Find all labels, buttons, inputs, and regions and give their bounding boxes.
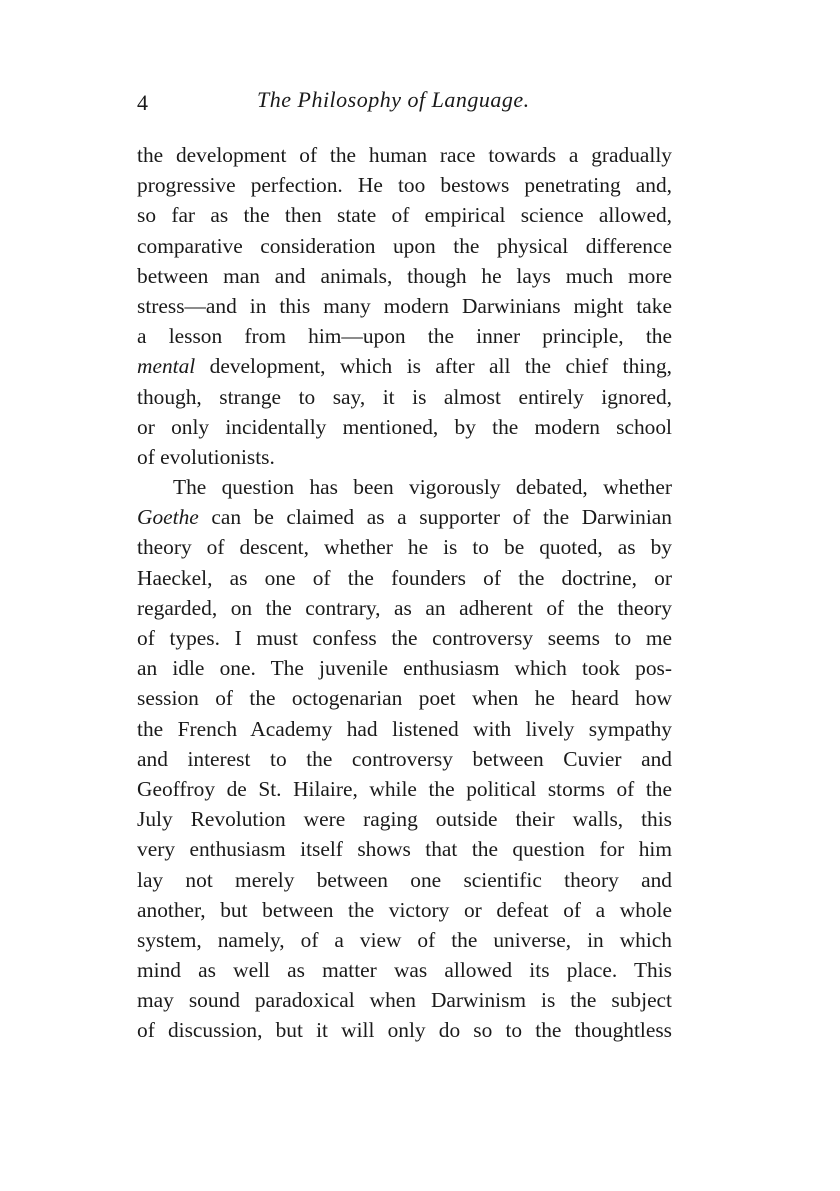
italic-term: mental [137,354,196,379]
text-line: stress—and in this many modern Darwinians might take [137,293,672,318]
body-text [137,140,672,1046]
text-line: lay not merely between one scientific theory and [137,867,672,892]
text-line: the development of the human race towards a gradually [137,143,672,167]
text-line: the French Academy had listened with lively sympathy [137,716,672,741]
text-line: Haeckel, as one of the founders of the doctrine, or [137,565,672,590]
text-line: so far as the then state of empirical science allowed, [137,203,672,228]
text-line: July Revolution were raging outside their walls, this [137,807,672,832]
text-line: though, strange to say, it is almost entirely ignored, [137,384,672,409]
running-title: The Philosophy of Language. [257,87,530,112]
text-line: and interest to the controversy between Cuvier and [137,746,672,771]
paragraph-start-line: The question has been vigorously debated, whether [173,475,672,500]
text-line: theory of descent, whether he is to be quoted, as by [137,535,672,560]
text-line: mental development, which is after all the chief thing, [137,354,672,379]
text-line: mind as well as matter was allowed its place. This [137,958,672,983]
text-line: an idle one. The juvenile enthusiasm which took pos- [137,656,672,681]
text-line: may sound paradoxical when Darwinism is the subject [137,988,672,1013]
text-line: a lesson from him—upon the inner principle, the [137,324,672,349]
page-number: 4 [137,90,148,115]
text-line: regarded, on the contrary, as an adherent of the theory [137,595,672,620]
text-line: session of the octogenarian poet when he heard how [137,686,672,711]
running-head [137,82,672,118]
italic-name: Goethe [137,505,199,530]
text-line: between man and animals, though he lays much more [137,263,672,288]
text-line: progressive perfection. He too bestows penetrating and, [137,173,672,198]
text-line: system, namely, of a view of the universe, in which [137,927,672,952]
text-line: Geoffroy de St. Hilaire, while the political storms of the [137,776,672,801]
text-line: very enthusiasm itself shows that the question for him [137,837,672,862]
text-line: or only incidentally mentioned, by the modern school [137,414,672,439]
text-line: comparative consideration upon the physical difference [137,233,672,258]
text-line: Goethe can be claimed as a supporter of the Darwinian [137,505,672,530]
paragraph-end-line: of evolutionists. [137,444,275,469]
text-line: of types. I must confess the controversy seems to me [137,626,672,650]
text-line: another, but between the victory or defeat of a whole [137,897,672,922]
text-line: of discussion, but it will only do so to the thoughtless [137,1018,672,1043]
